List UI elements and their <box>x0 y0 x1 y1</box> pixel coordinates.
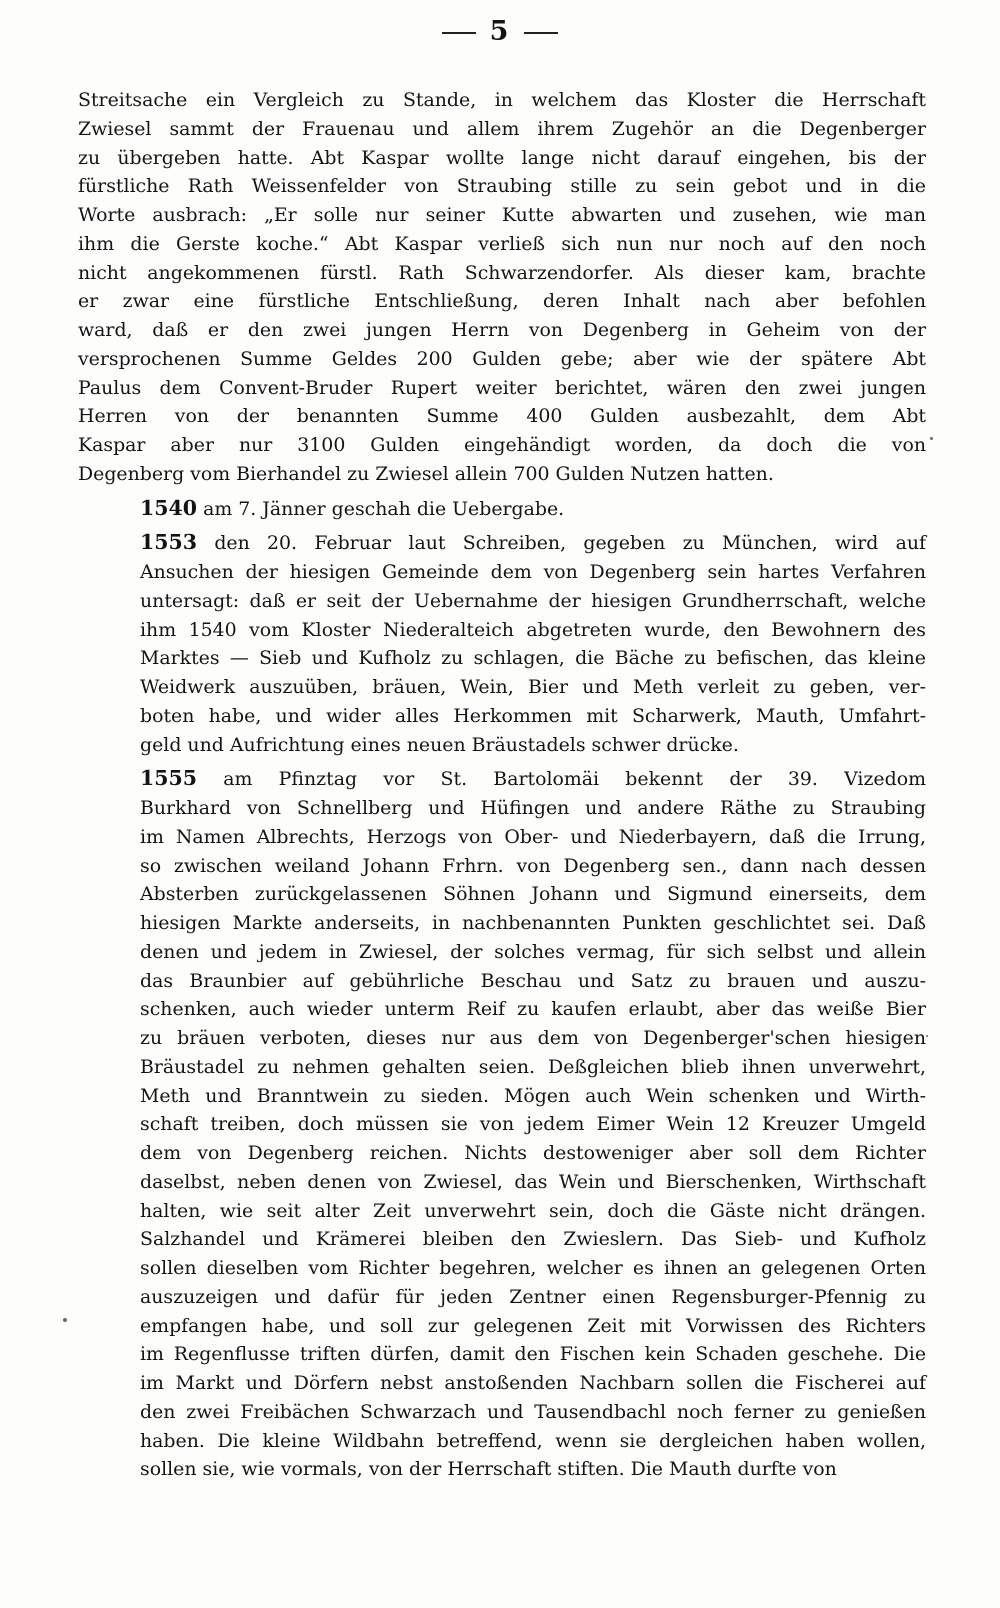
left-dash <box>442 32 476 34</box>
text-line <box>78 1053 926 1082</box>
text-line <box>78 909 926 938</box>
line-text: das Braunbier auf gebührliche Beschau und Satz zu brauen und auszu- <box>140 969 926 992</box>
text-line <box>78 1369 926 1398</box>
line-text: hiesigen Markte anderseits, in nachbenannten Punkten geschlichtet sei. Daß <box>140 912 926 934</box>
year-label: 1555 <box>140 766 198 791</box>
right-dash <box>524 32 558 34</box>
line-text: Weidwerk auszuüben, bräuen, Wein, Bier und Meth verleit zu geben, ver- <box>140 676 926 698</box>
line-text: versprochenen Summe Geldes 200 Gulden gebe; aber wie der spätere Abt <box>78 347 926 370</box>
text-line <box>78 823 926 852</box>
text-line <box>78 764 926 794</box>
line-text: ward, daß er den zwei jungen Herrn von Degenberg in Geheim von der <box>78 319 926 341</box>
line-text: Degenberg vom Bierhandel zu Zwiesel allein 700 Gulden Nutzen hatten. <box>78 462 774 485</box>
text-line <box>78 852 926 881</box>
line-text: so zwischen weiland Johann Frhrn. von Degenberg sen., dann nach dessen <box>140 854 926 877</box>
line-text: er zwar eine fürstliche Entschließung, deren Inhalt nach aber befohlen <box>78 290 926 313</box>
line-text: ihm die Gerste koche.“ Abt Kaspar verließ sich nun nur noch auf den noch <box>78 232 926 255</box>
line-text: untersagt: daß er seit der Uebernahme der hiesigen Grundherrschaft, welche <box>140 589 926 612</box>
line-text: auszuzeigen und dafür für jeden Zentner einen Regensburger-Pfennig zu <box>140 1285 926 1308</box>
text-line <box>78 1110 926 1139</box>
text-line <box>78 1398 926 1427</box>
text-line <box>78 201 926 230</box>
line-text: Worte ausbrach: „Er solle nur seiner Kutte abwarten und zusehen, wie man <box>78 204 926 226</box>
text-line <box>78 995 926 1024</box>
text-line <box>78 1225 926 1254</box>
text-line <box>78 1168 926 1197</box>
text-line <box>78 86 926 115</box>
line-text: Marktes — Sieb und Kufholz zu schlagen, die Bäche zu befischen, das kleine <box>140 647 926 670</box>
line-text: sollen sie, wie vormals, von der Herrschaft stiften. Die Mauth durfte von <box>140 1458 837 1481</box>
text-line <box>78 1283 926 1312</box>
line-text: Meth und Branntwein zu sieden. Mögen auch Wein schenken und Wirth- <box>140 1084 926 1107</box>
line-text: den zwei Freibächen Schwarzach und Tausendbachl noch ferner zu genießen <box>140 1400 926 1423</box>
text-line <box>78 644 926 673</box>
scan-speck <box>930 437 933 440</box>
line-text: im Markt und Dörfern nebst anstoßenden Nachbarn sollen die Fischerei auf <box>140 1372 926 1394</box>
text-line <box>78 616 926 645</box>
line-text: sollen dieselben vom Richter begehren, welcher es ihnen an gelegenen Orten <box>140 1257 926 1279</box>
line-text: Salzhandel und Krämerei bleiben den Zwieslern. Das Sieb- und Kufholz <box>140 1228 926 1251</box>
line-text: haben. Die kleine Wildbahn betreffend, wenn sie dergleichen haben wollen, <box>140 1429 926 1452</box>
text-line <box>78 144 926 173</box>
text-line <box>78 1082 926 1111</box>
text-line <box>78 1312 926 1341</box>
line-text: zu bräuen verboten, dieses nur aus dem von Degenberger'schen hiesigen <box>140 1027 926 1049</box>
line-text: halten, wie seit alter Zeit unverwehrt sein, doch die Gäste nicht drängen. <box>140 1199 926 1222</box>
line-text: zu übergeben hatte. Abt Kaspar wollte lange nicht darauf eingehen, bis der <box>78 146 926 169</box>
text-line <box>78 558 926 587</box>
text-line <box>78 259 926 288</box>
line-text: boten habe, und wider alles Herkommen mit Scharwerk, Mauth, Umfahrt- <box>140 704 926 727</box>
line-text: dem von Degenberg reichen. Nichts destoweniger aber soll dem Richter <box>140 1142 926 1164</box>
scan-speck <box>926 1035 928 1037</box>
text-line <box>78 1024 926 1053</box>
line-text: nicht angekommenen fürstl. Rath Schwarzendorfer. Als dieser kam, brachte <box>78 261 926 284</box>
text-line <box>78 702 926 731</box>
text-line <box>78 880 926 909</box>
text-line <box>78 115 926 144</box>
year-label: 1553 <box>140 530 198 555</box>
text-line <box>78 528 926 558</box>
line-text: Herren von der benannten Summe 400 Gulden ausbezahlt, dem Abt <box>78 405 926 428</box>
text-line <box>78 938 926 967</box>
line-text: schaft treiben, doch müssen sie von jedem Eimer Wein 12 Kreuzer Umgeld <box>140 1113 926 1136</box>
paragraph <box>78 86 926 489</box>
text-line <box>78 494 926 524</box>
year-label: 1540 <box>140 495 198 520</box>
line-text: Zwiesel sammt der Frauenau und allem ihrem Zugehör an die Degenberger <box>78 117 926 140</box>
text-line <box>78 402 926 431</box>
text-line <box>78 1197 926 1226</box>
text-line <box>78 230 926 259</box>
line-text: am Pfinztag vor St. Bartolomäi bekennt der 39. Vizedom <box>223 768 926 791</box>
text-line <box>78 587 926 616</box>
text-line <box>78 967 926 996</box>
scan-speck <box>63 1318 67 1322</box>
line-text: fürstliche Rath Weissenfelder von Straubing stille zu sein gebot und in die <box>78 175 926 198</box>
text-line <box>78 1139 926 1168</box>
line-text: am 7. Jänner geschah die Uebergabe. <box>203 497 565 520</box>
text-line <box>78 374 926 403</box>
text-line <box>78 1455 926 1484</box>
text-line <box>78 316 926 345</box>
line-text: Streitsache ein Vergleich zu Stande, in welchem das Kloster die Herrschaft <box>78 89 926 111</box>
text-line <box>78 172 926 201</box>
line-text: Burkhard von Schnellberg und Hüfingen und andere Räthe zu Straubing <box>140 797 926 819</box>
line-text: Kaspar aber nur 3100 Gulden eingehändigt worden, da doch die von <box>78 434 926 456</box>
line-text: Paulus dem Convent-Bruder Rupert weiter berichtet, wären den zwei jungen <box>78 376 926 399</box>
text-line <box>78 1427 926 1456</box>
text-line <box>78 794 926 823</box>
text-line <box>78 731 926 760</box>
body-text <box>78 86 926 1484</box>
text-line <box>78 287 926 316</box>
text-line <box>78 460 926 489</box>
paragraph <box>78 764 926 1484</box>
paragraph <box>78 494 926 524</box>
line-text: ihm 1540 vom Kloster Niederalteich abgetreten wurde, den Bewohnern des <box>140 618 926 641</box>
line-text: Bräustadel zu nehmen gehalten seien. Deßgleichen blieb ihnen unverwehrt, <box>140 1055 926 1078</box>
line-text: empfangen habe, und soll zur gelegenen Zeit mit Vorwissen des Richters <box>140 1314 926 1337</box>
line-text: denen und jedem in Zwiesel, der solches vermag, für sich selbst und allein <box>140 940 926 963</box>
text-line <box>78 431 926 460</box>
line-text: Absterben zurückgelassenen Söhnen Johann und Sigmund einerseits, dem <box>140 883 926 906</box>
line-text: im Namen Albrechts, Herzogs von Ober- und Niederbayern, daß die Irrung, <box>140 825 926 848</box>
page-number-text: 5 <box>489 16 511 47</box>
line-text: geld und Aufrichtung eines neuen Bräustadels schwer drücke. <box>140 733 739 756</box>
page-number <box>0 16 1000 47</box>
text-line <box>78 345 926 374</box>
line-text: den 20. Februar laut Schreiben, gegeben zu München, wird auf <box>214 532 926 555</box>
line-text: daselbst, neben denen von Zwiesel, das Wein und Bierschenken, Wirthschaft <box>140 1170 926 1193</box>
line-text: im Regenflusse triften dürfen, damit den Fischen kein Schaden geschehe. Die <box>140 1343 926 1366</box>
paragraph <box>78 528 926 759</box>
text-line <box>78 1254 926 1283</box>
line-text: schenken, auch wieder unterm Reif zu kaufen erlaubt, aber das weiße Bier <box>140 998 926 1021</box>
text-line <box>78 1340 926 1369</box>
line-text: Ansuchen der hiesigen Gemeinde dem von Degenberg sein hartes Verfahren <box>140 561 926 583</box>
text-line <box>78 673 926 702</box>
